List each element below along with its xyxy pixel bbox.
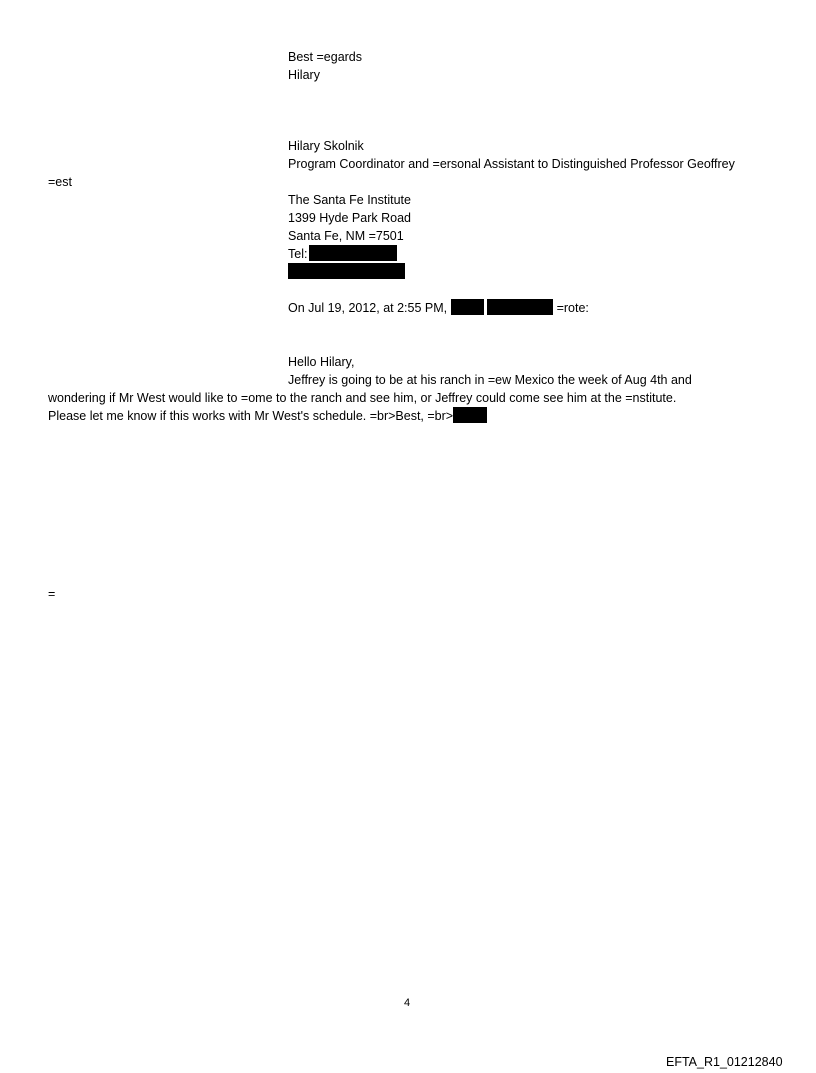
signature-first-name: Hilary — [288, 68, 320, 82]
quoted-header — [288, 299, 589, 317]
signature-title-line2: =est — [48, 175, 72, 189]
signature-city: Santa Fe, NM =7501 — [288, 229, 404, 243]
signature-title-line1: Program Coordinator and =ersonal Assistant to Distinguished Professor Geoffrey — [288, 157, 735, 171]
signature-redacted-line — [288, 263, 405, 281]
quoted-header-suffix: =rote: — [556, 301, 589, 315]
redaction-block — [487, 299, 553, 315]
signature-full-name: Hilary Skolnik — [288, 139, 364, 153]
signature-closing: Best =egards — [288, 50, 363, 64]
quoted-body-line3-text: Please let me know if this works with Mr West's schedule. =br>Best, =br> — [48, 409, 454, 423]
quoted-body-line2: wondering if Mr West would like to =ome to the ranch and see him, or Jeffrey could come see him at the =nstitute. — [48, 391, 677, 405]
redaction-block — [288, 263, 405, 279]
page-number: 4 — [404, 997, 411, 1009]
signature-org: The Santa Fe Institute — [288, 193, 411, 207]
quoted-body-line1: Jeffrey is going to be at his ranch in =ew Mexico the week of Aug 4th and — [288, 373, 692, 387]
quoted-body-line3 — [48, 407, 487, 425]
signature-tel — [288, 245, 397, 263]
signature-street: 1399 Hyde Park Road — [288, 211, 411, 225]
trailing-char: = — [48, 587, 56, 601]
redaction-block — [451, 299, 484, 315]
redaction-block — [309, 245, 397, 261]
quoted-header-prefix: On Jul 19, 2012, at 2:55 PM, — [288, 301, 448, 315]
redaction-block — [453, 407, 487, 423]
quoted-greeting: Hello Hilary, — [288, 355, 355, 369]
tel-label: Tel: — [288, 247, 308, 261]
bates-number: EFTA_R1_01212840 — [666, 1055, 783, 1069]
